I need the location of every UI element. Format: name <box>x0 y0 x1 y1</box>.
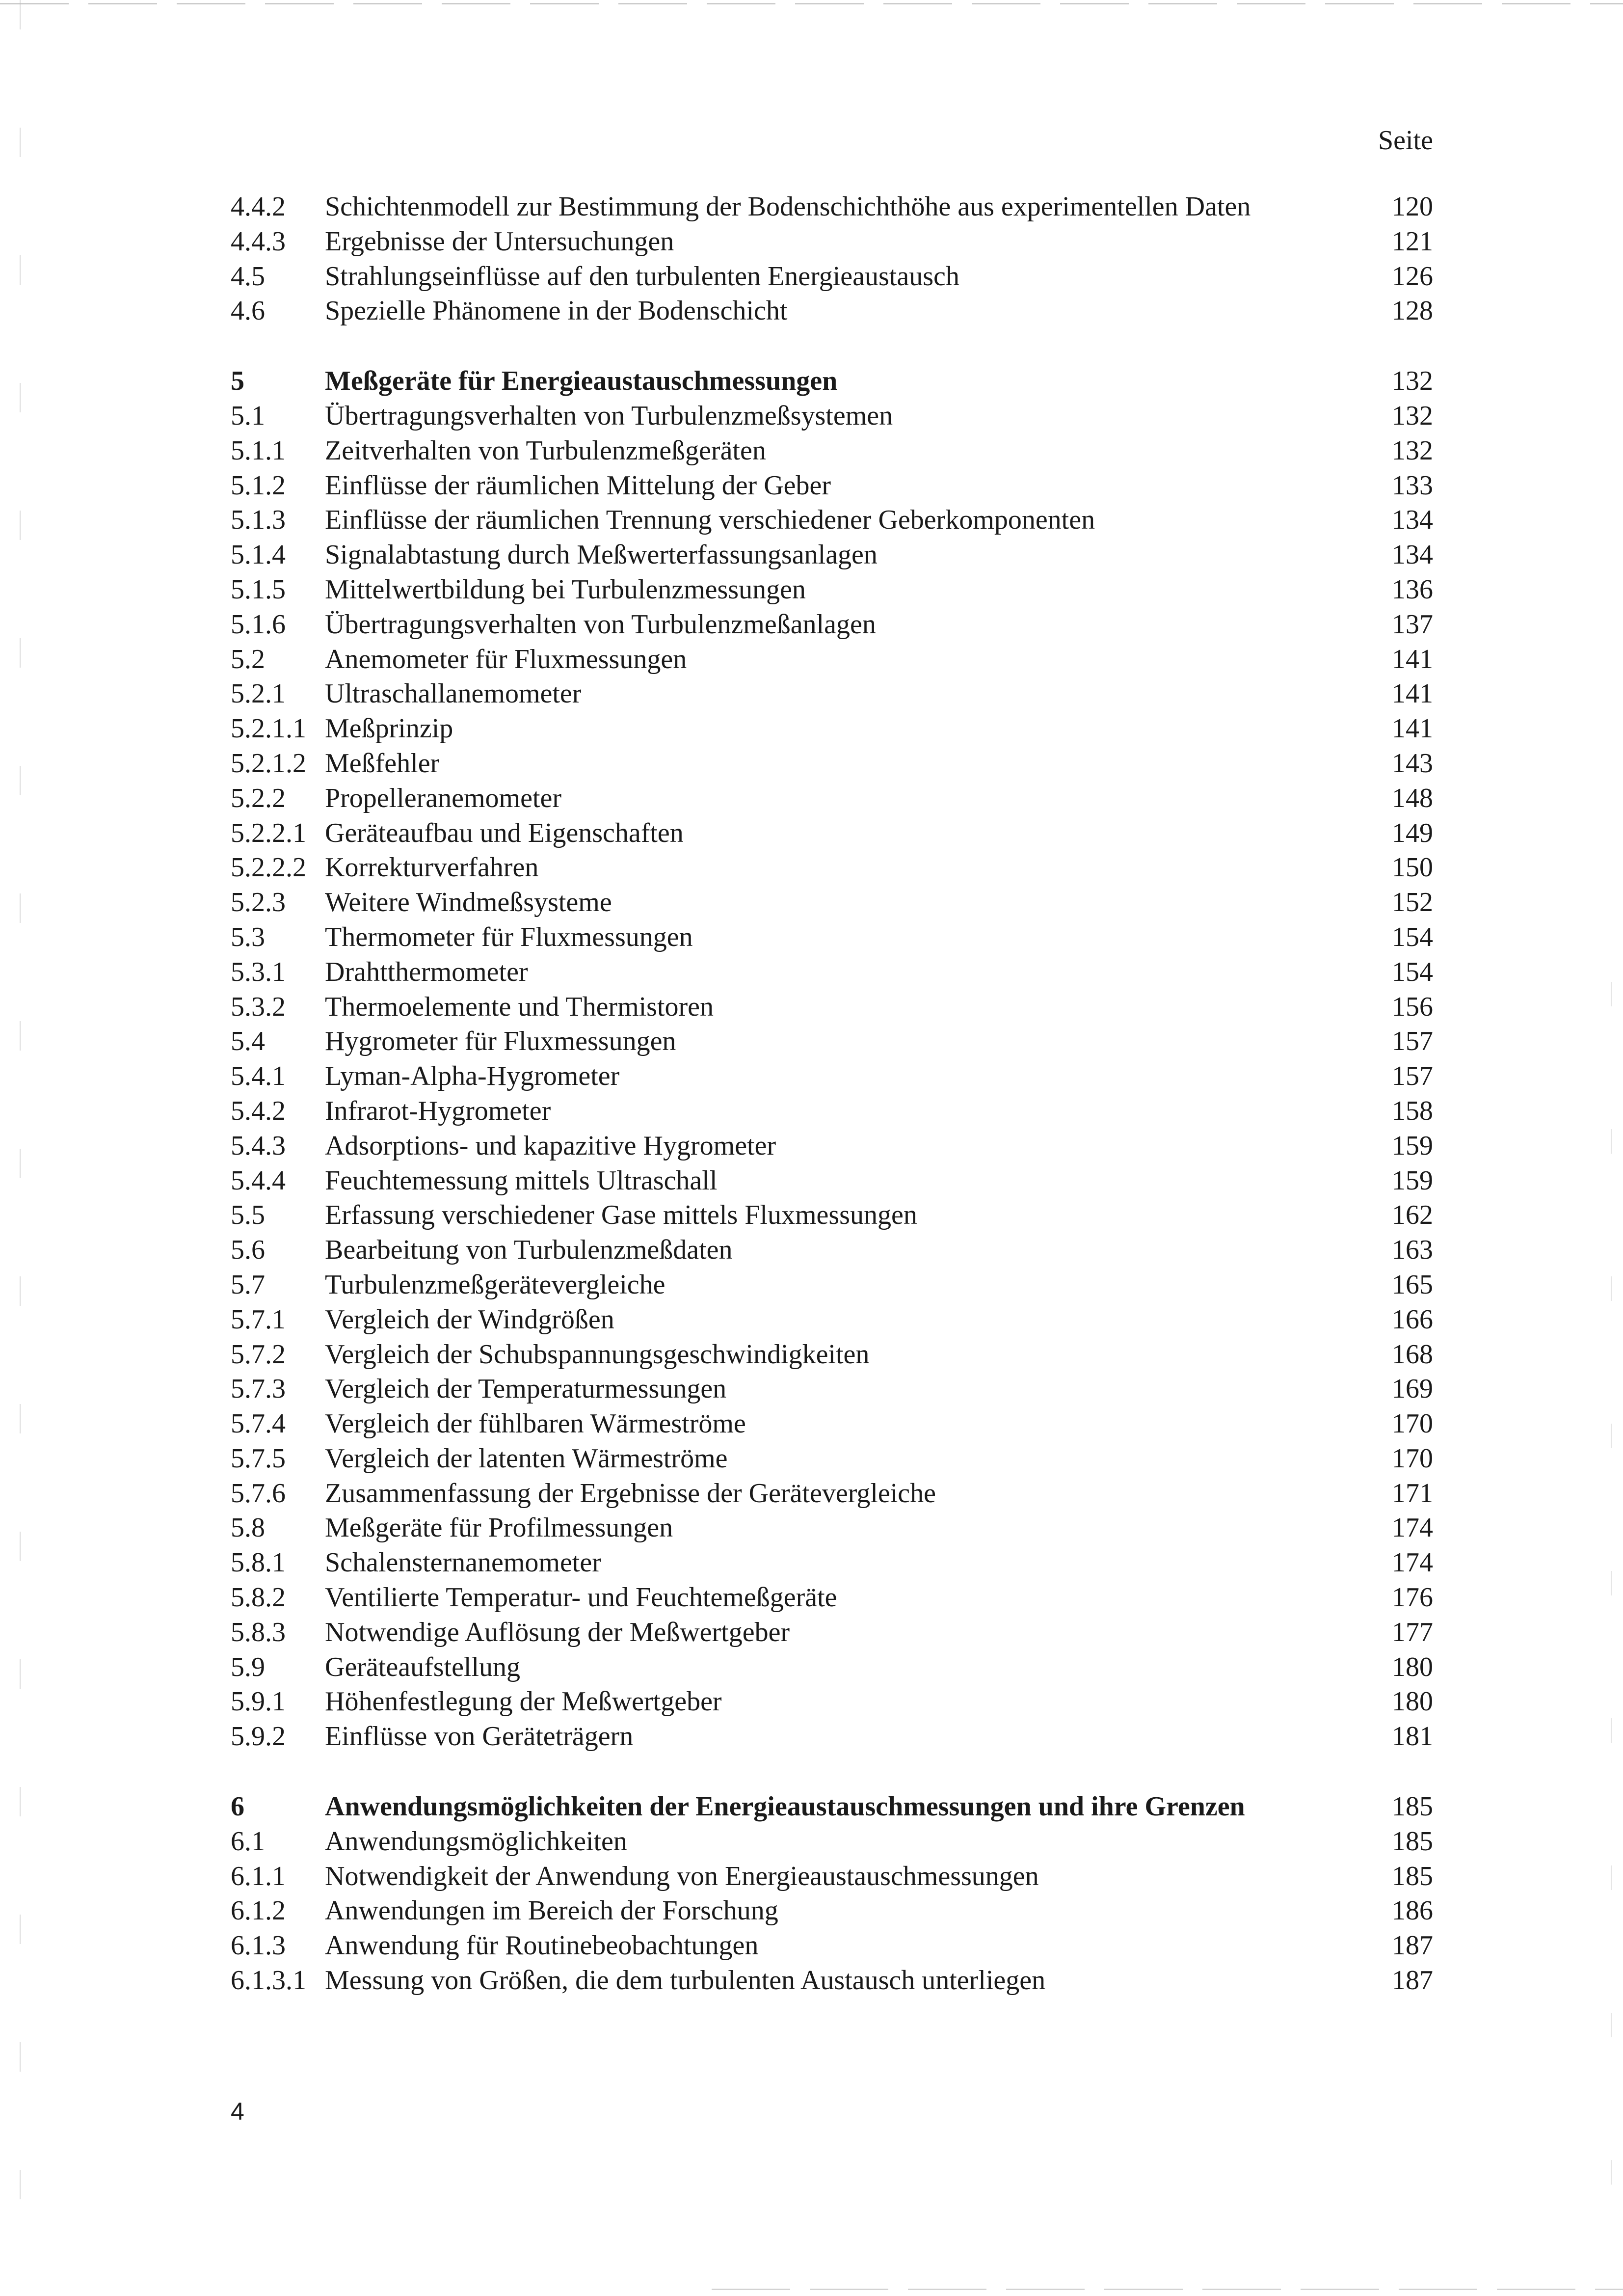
toc-page-number: 157 <box>1392 1061 1433 1092</box>
toc-section-number: 4.4.3 <box>231 226 286 257</box>
toc-entry <box>0 294 1623 328</box>
toc-page-number: 163 <box>1392 1235 1433 1266</box>
toc-section-number: 5.9.1 <box>231 1686 286 1717</box>
toc-section-title: Einflüsse von Geräteträgern <box>325 1721 634 1752</box>
toc-section-title: Vergleich der fühlbaren Wärmeströme <box>325 1408 746 1439</box>
toc-section-number: 6.1.1 <box>231 1861 286 1891</box>
toc-entry <box>0 538 1623 572</box>
toc-section-number: 5.2 <box>231 644 265 675</box>
toc-page-number: 187 <box>1392 1965 1433 1996</box>
toc-entry <box>0 1094 1623 1129</box>
toc-entry <box>0 1302 1623 1337</box>
toc-entry <box>0 572 1623 607</box>
toc-page-number: 141 <box>1392 644 1433 675</box>
toc-chapter-heading <box>0 1789 1623 1824</box>
toc-section-title: Notwendige Auflösung der Meßwertgeber <box>325 1617 790 1648</box>
toc-section-title: Bearbeitung von Turbulenzmeßdaten <box>325 1235 733 1266</box>
toc-entry <box>0 816 1623 851</box>
toc-entry <box>0 1580 1623 1615</box>
toc-section-title: Messung von Größen, die dem turbulenten Austausch unterliegen <box>325 1965 1046 1996</box>
toc-page-number: 149 <box>1392 817 1433 848</box>
toc-section-title: Zusammenfassung der Ergebnisse der Gerätevergleiche <box>325 1478 936 1509</box>
toc-page-number: 128 <box>1392 296 1433 326</box>
toc-section-title: Ventilierte Temperatur- und Feuchtemeßgeräte <box>325 1582 837 1613</box>
toc-section-title: Infrarot-Hygrometer <box>325 1095 551 1126</box>
toc-section-number: 5.7.3 <box>231 1374 286 1405</box>
toc-page-number: 158 <box>1392 1095 1433 1126</box>
toc-section-number: 5.9 <box>231 1651 265 1682</box>
toc-section-number: 5.3.1 <box>231 956 286 987</box>
toc-section-title: Meßprinzip <box>325 713 453 744</box>
toc-section-number: 5.3 <box>231 921 265 952</box>
toc-page-number: 181 <box>1392 1721 1433 1752</box>
toc-section-number: 5.1 <box>231 400 265 431</box>
page-column-header: Seite <box>1378 125 1433 156</box>
toc-section-number: 5.1.1 <box>231 435 286 466</box>
toc-section-title: Zeitverhalten von Turbulenzmeßgeräten <box>325 435 766 466</box>
toc-section-number: 5.6 <box>231 1235 265 1266</box>
toc-section-title: Anwendung für Routinebeobachtungen <box>325 1930 759 1961</box>
toc-section-title: Anwendungen im Bereich der Forschung <box>325 1895 778 1926</box>
toc-entry <box>0 1859 1623 1894</box>
toc-section-number: 5.2.2.2 <box>231 852 306 883</box>
toc-section-number: 5.1.6 <box>231 609 286 640</box>
toc-section-number: 5.2.3 <box>231 887 286 918</box>
toc-entry <box>0 1129 1623 1163</box>
toc-section-title: Adsorptions- und kapazitive Hygrometer <box>325 1130 776 1161</box>
toc-page-number: 141 <box>1392 713 1433 744</box>
toc-section-number: 5.2.1 <box>231 678 286 709</box>
toc-section-title: Thermometer für Fluxmessungen <box>325 921 693 952</box>
toc-entry <box>0 1928 1623 1963</box>
toc-page-number: 154 <box>1392 956 1433 987</box>
toc-page-number: 154 <box>1392 921 1433 952</box>
toc-entry <box>0 1198 1623 1233</box>
toc-page-number: 159 <box>1392 1130 1433 1161</box>
toc-page-number: 126 <box>1392 261 1433 292</box>
toc-section-title: Strahlungseinflüsse auf den turbulenten Energieaustausch <box>325 261 959 292</box>
toc-entry <box>0 1372 1623 1406</box>
toc-section-number: 5.1.3 <box>231 505 286 536</box>
toc-section-number: 5.8 <box>231 1513 265 1543</box>
toc-entry <box>0 1893 1623 1928</box>
toc-entry <box>0 399 1623 433</box>
toc-entry <box>0 1684 1623 1719</box>
toc-section-title: Erfassung verschiedener Gase mittels Fluxmessungen <box>325 1200 917 1231</box>
toc-entry <box>0 990 1623 1025</box>
toc-section-number: 5.8.2 <box>231 1582 286 1613</box>
toc-page-number: 134 <box>1392 505 1433 536</box>
toc-section-number: 5.2.2 <box>231 783 286 813</box>
toc-entry <box>0 920 1623 955</box>
toc-section-title: Ultraschallanemometer <box>325 678 582 709</box>
toc-page-number: 185 <box>1392 1826 1433 1857</box>
toc-page-number: 162 <box>1392 1200 1433 1231</box>
toc-entry <box>0 955 1623 990</box>
toc-page-number: 121 <box>1392 226 1433 257</box>
toc-entry <box>0 1650 1623 1685</box>
toc-entry <box>0 1511 1623 1545</box>
toc-section-title: Thermoelemente und Thermistoren <box>325 991 714 1022</box>
toc-section-title: Meßfehler <box>325 748 440 779</box>
toc-page-number: 143 <box>1392 748 1433 779</box>
toc-page-number: 185 <box>1392 1791 1433 1822</box>
toc-section-title: Drahtthermometer <box>325 956 528 987</box>
toc-page-number: 180 <box>1392 1686 1433 1717</box>
toc-entry <box>0 885 1623 920</box>
toc-entry <box>0 1024 1623 1059</box>
toc-entry <box>0 1719 1623 1754</box>
toc-page-number: 180 <box>1392 1651 1433 1682</box>
toc-page-number: 133 <box>1392 470 1433 501</box>
toc-page-number: 187 <box>1392 1930 1433 1961</box>
toc-entry <box>0 1337 1623 1372</box>
toc-section-number: 6.1.3 <box>231 1930 286 1961</box>
toc-entry <box>0 189 1623 224</box>
toc-section-title: Vergleich der Temperaturmessungen <box>325 1374 727 1405</box>
toc-section-number: 6.1 <box>231 1826 265 1857</box>
toc-section-title: Lyman-Alpha-Hygrometer <box>325 1061 620 1092</box>
toc-section-number: 6.1.2 <box>231 1895 286 1926</box>
toc-entry <box>0 1406 1623 1441</box>
toc-page-number: 141 <box>1392 678 1433 709</box>
toc-section-number: 5.4.3 <box>231 1130 286 1161</box>
toc-section-number: 5.7 <box>231 1269 265 1300</box>
toc-page-number: 137 <box>1392 609 1433 640</box>
toc-entry <box>0 1545 1623 1580</box>
toc-entry <box>0 1824 1623 1859</box>
toc-section-number: 5.7.6 <box>231 1478 286 1509</box>
toc-entry <box>0 711 1623 746</box>
toc-section-number: 5.7.1 <box>231 1304 286 1335</box>
table-of-contents <box>0 189 1623 1998</box>
toc-section-title: Geräteaufstellung <box>325 1651 521 1682</box>
toc-entry <box>0 468 1623 503</box>
toc-section-number: 5.2.2.1 <box>231 817 306 848</box>
toc-section-number: 4.5 <box>231 261 265 292</box>
toc-page-number: 176 <box>1392 1582 1433 1613</box>
toc-section-title: Feuchtemessung mittels Ultraschall <box>325 1165 718 1196</box>
toc-page-number: 159 <box>1392 1165 1433 1196</box>
toc-entry <box>0 1476 1623 1511</box>
toc-section-title: Ergebnisse der Untersuchungen <box>325 226 674 257</box>
toc-entry <box>0 1615 1623 1650</box>
toc-page-number: 148 <box>1392 783 1433 813</box>
toc-section-number: 5.4.4 <box>231 1165 286 1196</box>
toc-section-title: Einflüsse der räumlichen Mittelung der Geber <box>325 470 831 501</box>
toc-entry <box>0 642 1623 677</box>
toc-entry <box>0 224 1623 259</box>
toc-section-number: 5.1.4 <box>231 540 286 570</box>
toc-entry <box>0 1268 1623 1302</box>
toc-page-number: 174 <box>1392 1513 1433 1543</box>
toc-entry <box>0 1963 1623 1998</box>
toc-entry <box>0 1233 1623 1268</box>
toc-entry <box>0 850 1623 885</box>
toc-page-number: 185 <box>1392 1861 1433 1891</box>
toc-section-number: 6 <box>231 1791 244 1822</box>
toc-entry <box>0 503 1623 538</box>
toc-section-title: Übertragungsverhalten von Turbulenzmeßsystemen <box>325 400 893 431</box>
toc-section-number: 5 <box>231 366 244 397</box>
toc-section-title: Geräteaufbau und Eigenschaften <box>325 817 684 848</box>
toc-section-number: 5.4 <box>231 1026 265 1057</box>
scan-artifact-top <box>0 3 1623 4</box>
toc-page-number: 170 <box>1392 1408 1433 1439</box>
toc-page-number: 150 <box>1392 852 1433 883</box>
toc-entry <box>0 781 1623 816</box>
toc-section-number: 5.8.1 <box>231 1547 286 1578</box>
toc-section-title: Anwendungsmöglichkeiten der Energieaustauschmessungen und ihre Grenzen <box>325 1791 1245 1822</box>
toc-page-number: 132 <box>1392 366 1433 397</box>
toc-section-title: Meßgeräte für Profilmessungen <box>325 1513 673 1543</box>
toc-section-title: Mittelwertbildung bei Turbulenzmessungen <box>325 574 806 605</box>
toc-section-title: Notwendigkeit der Anwendung von Energieaustauschmessungen <box>325 1861 1039 1891</box>
toc-section-number: 4.6 <box>231 296 265 326</box>
toc-section-title: Höhenfestlegung der Meßwertgeber <box>325 1686 722 1717</box>
toc-section-title: Anwendungsmöglichkeiten <box>325 1826 627 1857</box>
toc-section-title: Spezielle Phänomene in der Bodenschicht <box>325 296 788 326</box>
toc-entry <box>0 1441 1623 1476</box>
toc-section-title: Korrekturverfahren <box>325 852 539 883</box>
toc-page-number: 177 <box>1392 1617 1433 1648</box>
toc-section-title: Übertragungsverhalten von Turbulenzmeßanlagen <box>325 609 876 640</box>
toc-section-title: Vergleich der latenten Wärmeströme <box>325 1443 728 1474</box>
toc-section-number: 4.4.2 <box>231 191 286 222</box>
toc-section-number: 5.7.2 <box>231 1339 286 1370</box>
scan-artifact-bottom <box>712 2289 1623 2290</box>
toc-section-number: 5.4.1 <box>231 1061 286 1092</box>
toc-section-title: Weitere Windmeßsysteme <box>325 887 612 918</box>
toc-entry <box>0 676 1623 711</box>
toc-page-number: 166 <box>1392 1304 1433 1335</box>
toc-section-title: Schalensternanemometer <box>325 1547 601 1578</box>
toc-section-number: 5.2.1.1 <box>231 713 306 744</box>
toc-entry <box>0 259 1623 294</box>
toc-page-number: 171 <box>1392 1478 1433 1509</box>
toc-section-title: Vergleich der Windgrößen <box>325 1304 614 1335</box>
toc-section-title: Turbulenzmeßgerätevergleiche <box>325 1269 665 1300</box>
toc-section-title: Einflüsse der räumlichen Trennung verschiedener Geberkomponenten <box>325 505 1095 536</box>
toc-entry <box>0 433 1623 468</box>
toc-page-number: 156 <box>1392 991 1433 1022</box>
toc-section-title: Vergleich der Schubspannungsgeschwindigkeiten <box>325 1339 870 1370</box>
toc-section-number: 5.3.2 <box>231 991 286 1022</box>
toc-section-number: 5.7.4 <box>231 1408 286 1439</box>
toc-page-number: 170 <box>1392 1443 1433 1474</box>
toc-page-number: 120 <box>1392 191 1433 222</box>
toc-page-number: 157 <box>1392 1026 1433 1057</box>
toc-section-title: Propelleranemometer <box>325 783 562 813</box>
toc-page-number: 168 <box>1392 1339 1433 1370</box>
toc-section-number: 5.1.5 <box>231 574 286 605</box>
toc-section-title: Anemometer für Fluxmessungen <box>325 644 687 675</box>
toc-page-number: 186 <box>1392 1895 1433 1926</box>
toc-entry <box>0 1059 1623 1094</box>
toc-section-number: 5.7.5 <box>231 1443 286 1474</box>
toc-page-number: 152 <box>1392 887 1433 918</box>
toc-chapter-heading <box>0 364 1623 399</box>
toc-section-number: 5.5 <box>231 1200 265 1231</box>
page-number: 4 <box>231 2098 244 2125</box>
toc-page-number: 174 <box>1392 1547 1433 1578</box>
toc-page-number: 165 <box>1392 1269 1433 1300</box>
toc-page-number: 134 <box>1392 540 1433 570</box>
toc-section-title: Schichtenmodell zur Bestimmung der Bodenschichthöhe aus experimentellen Daten <box>325 191 1251 222</box>
toc-section-number: 5.2.1.2 <box>231 748 306 779</box>
toc-page-number: 136 <box>1392 574 1433 605</box>
toc-entry <box>0 1163 1623 1198</box>
toc-section-number: 6.1.3.1 <box>231 1965 306 1996</box>
toc-section-number: 5.1.2 <box>231 470 286 501</box>
toc-section-number: 5.8.3 <box>231 1617 286 1648</box>
toc-entry <box>0 746 1623 781</box>
toc-entry <box>0 607 1623 642</box>
toc-section-title: Meßgeräte für Energieaustauschmessungen <box>325 366 838 397</box>
toc-section-title: Signalabtastung durch Meßwerterfassungsanlagen <box>325 540 878 570</box>
toc-section-number: 5.9.2 <box>231 1721 286 1752</box>
toc-page-number: 132 <box>1392 400 1433 431</box>
toc-page-number: 132 <box>1392 435 1433 466</box>
toc-page-number: 169 <box>1392 1374 1433 1405</box>
toc-section-title: Hygrometer für Fluxmessungen <box>325 1026 676 1057</box>
toc-section-number: 5.4.2 <box>231 1095 286 1126</box>
